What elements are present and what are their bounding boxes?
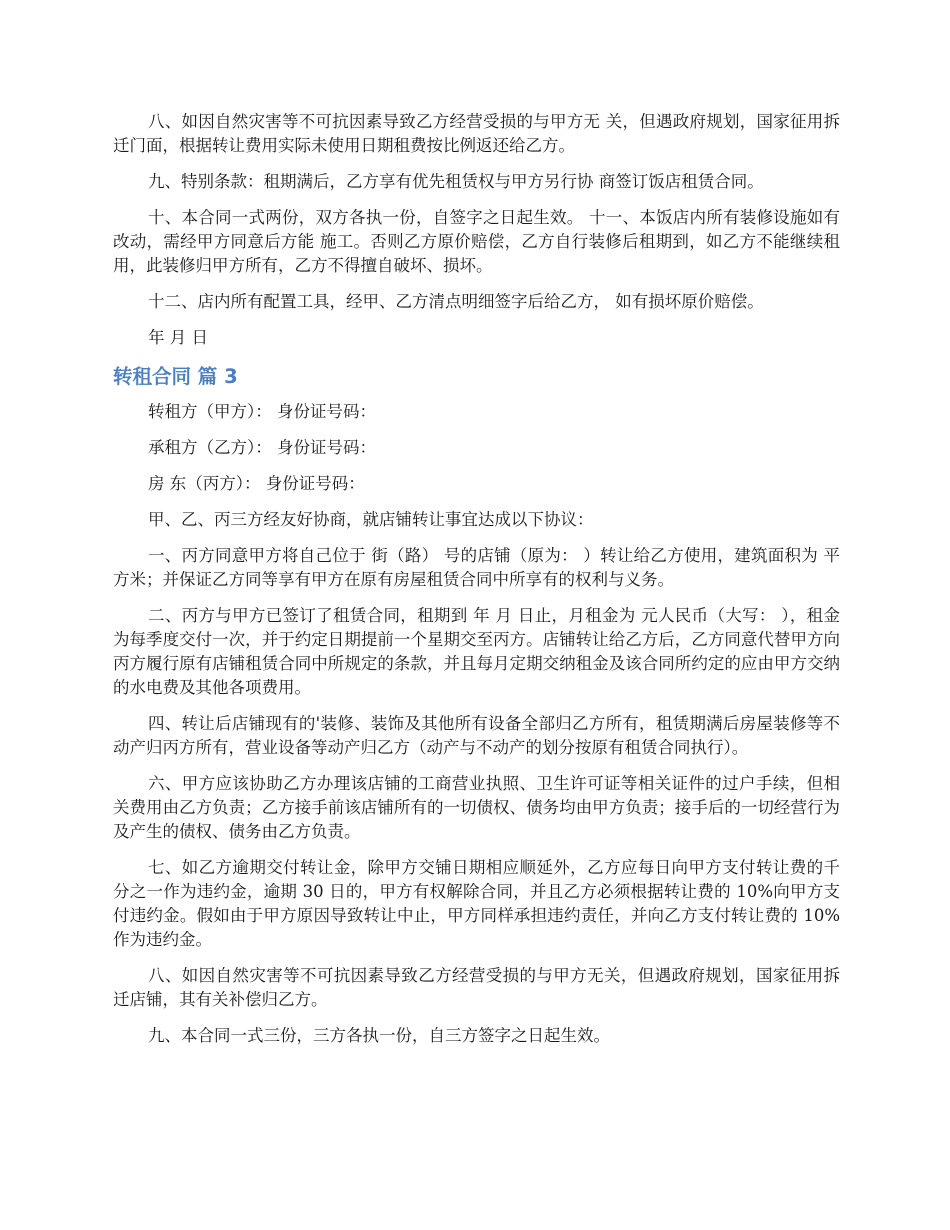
party-a-line: 转租方（甲方）： 身份证号码：	[148, 402, 376, 421]
clause-8: 八、如因自然灾害等不可抗因素导致乙方经营受损的与甲方无关，但遇政府规划，国家征用拆迁店铺，其有关补偿归乙方。	[113, 966, 840, 1009]
party-c-line: 房 东（丙方）： 身份证号码：	[148, 474, 365, 493]
date-line: 年 月 日	[148, 328, 208, 347]
clause-2: 二、丙方与甲方已签订了租赁合同，租期到 年 月 日止，月租金为 元人民币（大写： ），租金为每季度交付一次，并于约定日期提前一个星期交至丙方。店铺转让给乙方后，乙方同意代替甲方向丙方履行原有店铺租赁合同中所规定的条款，并且每月定期交纳租金及该合同所约定的应由甲方交纳的水电费及其他各项费用。	[113, 606, 840, 697]
party-b-line: 承租方（乙方）： 身份证号码：	[148, 438, 376, 457]
clause-1: 一、丙方同意甲方将自己位于 街（路） 号的店铺（原为： ）转让给乙方使用，建筑面积为 平方米；并保证乙方同等享有甲方在原有房屋租赁合同中所享有的权利与义务。	[113, 546, 840, 589]
clause-7: 七、如乙方逾期交付转让金，除甲方交铺日期相应顺延外，乙方应每日向甲方支付转让费的千分之一作为违约金，逾期 30 日的，甲方有权解除合同，并且乙方必须根据转让费的 10%向甲方支付违约金。假如由于甲方原因导致转让中止，甲方同样承担违约责任，并向乙方支付转让费的 10%作为违约金。	[113, 858, 840, 949]
paragraph-clause-10-11-prev: 十、本合同一式两份，双方各执一份，自签字之日起生效。 十一、本饭店内所有装修设施如有改动，需经甲方同意后方能 施工。否则乙方原价赔偿，乙方自行装修后租期到，如乙方不能继续租用，此装修归甲方所有，乙方不得擅自破坏、损坏。	[113, 208, 840, 275]
paragraph-clause-8-prev: 八、如因自然灾害等不可抗因素导致乙方经营受损的与甲方无 关，但遇政府规划，国家征用拆迁门面，根据转让费用实际未使用日期租费按比例返还给乙方。	[113, 112, 840, 155]
clause-4: 四、转让后店铺现有的'装修、装饰及其他所有设备全部归乙方所有，租赁期满后房屋装修等不动产归丙方所有，营业设备等动产归乙方（动产与不动产的划分按原有租赁合同执行）。	[113, 714, 840, 757]
agreement-intro: 甲、乙、丙三方经友好协商，就店铺转让事宜达成以下协议：	[148, 510, 594, 529]
section-heading: 转租合同 篇 3	[113, 365, 238, 388]
paragraph-clause-12-prev: 十二、店内所有配置工具，经甲、乙方清点明细签字后给乙方， 如有损坏原价赔偿。	[148, 292, 764, 311]
document-body	[113, 110, 840, 1060]
clause-9: 九、本合同一式三份，三方各执一份，自三方签字之日起生效。	[148, 1026, 610, 1045]
clause-6: 六、甲方应该协助乙方办理该店铺的工商营业执照、卫生许可证等相关证件的过户手续，但相关费用由乙方负责；乙方接手前该店铺所有的一切债权、债务均由甲方负责；接手后的一切经营行为及产生的债权、债务由乙方负责。	[113, 774, 840, 841]
paragraph-clause-9-prev: 九、特别条款：租期满后，乙方享有优先租赁权与甲方另行协 商签订饭店租赁合同。	[148, 172, 764, 191]
